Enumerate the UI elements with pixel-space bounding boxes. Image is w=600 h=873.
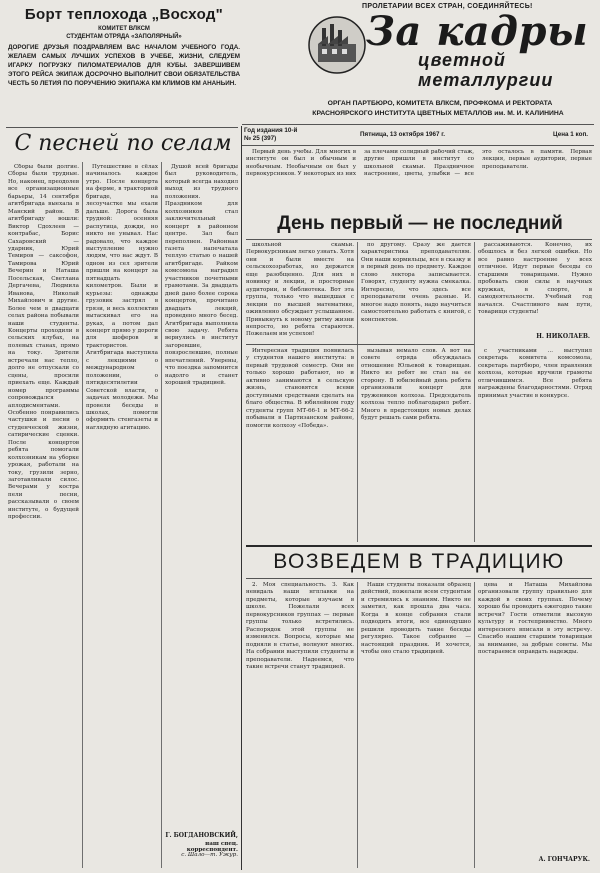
tradition-col2 — [361, 582, 471, 866]
firstday-vrule1 — [357, 242, 358, 542]
songs-signature-role: наш спец. корреспондент. — [186, 841, 238, 853]
issue-number: № 25 (397) — [244, 135, 277, 142]
songs-headline: С песней по селам — [14, 131, 232, 156]
songs-col2 — [86, 164, 158, 864]
songs-signature: Г. БОГДАНОВСКИЙ, — [165, 832, 238, 839]
tradition-col1-text: 2. Моя специальность. З. Как невидаль наши нгплавки на предметы, которые изучаем в школе. Пожелали всех первокурсников группах — первые группы только встретились. Распорядок этой группы не изменился. Вопросы, которые мы подняли в статье, волнуют многих. На собрании выступили студенты и преподаватели. Надеемся, что такие встречи станут традицией. — [246, 582, 354, 670]
firstday-bottom3-text: с участниками ... выступил секретарь комитета комсомола, секретарь партбюро, член правления колхоза, которые вручили грамоты отличившимся. Все ребята награждены благодарностями. Отряд принимал участие в конкурсе. — [478, 348, 592, 399]
masthead-title-line1: За кадры — [366, 8, 589, 55]
tradition-vrule2 — [474, 582, 475, 868]
tradition-vrule1 — [357, 582, 358, 868]
tradition-signature: А. ГОНЧАРУК. — [538, 856, 590, 863]
telegram-box — [8, 6, 240, 124]
issue-year: Год издания 10-й — [244, 127, 298, 134]
issue-date: Пятница, 13 октября 1967 г. — [360, 131, 445, 138]
masthead-slogan: ПРОЛЕТАРИИ ВСЕХ СТРАН, СОЕДИНЯЙТЕСЬ! — [362, 3, 533, 10]
firstday-col3 — [478, 242, 592, 330]
top-divider — [242, 124, 594, 125]
tradition-col3-text: цева и Наташа Михайлова организовали группу правильно для каждой в своих группах. Почему хорошо бы проводить ежегодно такие встречи? Гости отметили высокую культуру и гостеприимство. Много интересного вписали в эту встречу. Спасибо нашим старшим товарищам за внимание, за добрые советы. Мы постараемся оправдать надежды. — [478, 582, 592, 656]
masthead-title-line3: металлургии — [418, 70, 554, 90]
songs-col3 — [165, 164, 238, 809]
firstday-bottom2-text: вызывая немало слов. А вот на совете отряда обсуждалась отношение Юльевой к товарищам. Никто из ребят не стал на ее сторону. В юбилейный день ребята организовали концерт для тружеников колхоза. Председатель колхоза тепло поблагодарил ребят. Много в предстоящих новых делах будут решать сами ребята. — [361, 348, 471, 422]
telegram-from: СТУДЕНТАМ ОТРЯДА «ЗАПОЛЯРНЫЙ» — [66, 34, 182, 40]
firstday-intro — [246, 149, 592, 209]
issue-divider — [242, 145, 594, 146]
firstday-vrule2 — [474, 242, 475, 542]
masthead-title-line2: цветной — [418, 50, 506, 70]
issue-bar — [242, 126, 594, 144]
masthead-organ-line1: ОРГАН ПАРТБЮРО, КОМИТЕТА ВЛКСМ, ПРОФКОМА И РЕКТОРАТА — [327, 100, 553, 107]
songs-col1-text: Сборы были долгие. Сборы были трудные. Но, наконец, преодолев все организационные барьеры, 14 сентября агитбригада выехала в Манский район. В агитбригаду вошли: Виктор Сдохлеев — контрабас, Борис Сахаровский — ударник, Юрий Темиров — саксофон, Тамирова Юрий Вечерин и Наташа Посельская, Светлана Дергачева, Людмила Иванова, Николай Михайлович и другие. Более чем в двадцати селах района побывали наши студенты. Концерты проходили в сельских клубах, на полевых станах, прямо на току. Зрители встречали нас тепло, долго не отпускали со сцены, просили приехать еще. Каждый номер программы сопровождался аплодисментами. Особенно понравились частушки и песни о студенческой жизни, сатирические сценки. После концертов ребята помогали колхозникам на уборке урожая, работали на току, грузили зерно, заготавливали силос. Вечерами у костра пели песни, рассказывали о своем институте, о будущей профессии. — [8, 164, 79, 521]
firstday-bottom1 — [246, 348, 354, 540]
telegram-text: ДОРОГИЕ ДРУЗЬЯ ПОЗДРАВЛЯЕМ ВАС НАЧАЛОМ УЧЕБНОГО ГОДА. ЖЕЛАЕМ САМЫХ ЛУЧШИХ УСПЕХОВ В УЧЕБЕ, ЖИЗНИ, СЛЕДУЕМ ИГАРКУ ПОГРУЗКУ ПИЛОМАТЕРИАЛОВ ДЛЯ КУБЫ. ЗАВЕРШИВЕМ ЭТОГО РЕЙСА ЭКИПАЖ ДОСРОЧНО ВЫПОЛНИТ СВОИ ОБЯЗАТЕЛЬСТВА ЧЕСТЬ 50 ЛЕТИЯ ПО ПОРУЧЕНИЮ ЭКИПАЖА КМ КЛИМОВ КМ АНАНЬИН. — [8, 44, 240, 87]
firstday-intro-text: Первый день учебы. Для многих в институте он был и обычным и необычным. Необычным он был у первокурсников. У некоторых из них за плечами солидный рабочий стаж, другие пришли в институт со школьной скамьи. Праздничное настроение, цветы, улыбки — все это осталось в памяти. Первая лекция, первые аудитории, первые преподаватели. — [246, 149, 592, 178]
masthead — [242, 0, 594, 138]
songs-vrule2 — [161, 162, 162, 868]
firstday-signature: Н. НИКОЛАЕВ. — [536, 333, 590, 340]
firstday-col3-text: рассаживаются. Конечно, их обошлось и без легкой ошибки. Но все равно настроение у всех отличное. Идут первые беседы со старшими товарищами. Нужно пробовать свои силы в научных кружках, в спорте, в самодеятельности. Учебный год начался. Счастливого вам пути, товарищи студенты! — [478, 242, 592, 316]
telegram-to: КОМИТЕТ ВЛКСМ — [98, 26, 150, 32]
firstday-headline-rule — [246, 239, 592, 240]
firstday-bottom3 — [478, 348, 592, 540]
firstday-col2 — [361, 242, 471, 340]
firstday-headline: День первый — не последний — [277, 213, 563, 234]
left-divider-top — [6, 127, 238, 128]
firstday-mid-rule — [246, 344, 474, 345]
songs-col2-text: Путешествие в сёлах начиналось каждое утро. После концерта на ферме, в тракторной бригаде, на лесоучастке мы ехали дальше. Дорога была трудной: осенняя распутица, дожди, но никто не унывал. Нас радовало, что каждое выступление нужно людям, что нас ждут. В одном из сел зрители пришли на концерт за пятнадцать километров. Были и курьезы: однажды грузовик застрял в грязи, и весь коллектив вытаскивал его на руках, а потом дал концерт прямо у дороги для шоферов и трактористов. Агитбригада выступила с лекциями о международном положении, о пятидесятилетии Советской власти, о задачах молодежи. Мы провели беседы в школах, помогли оформить стенгазеты и наглядную агитацию. — [86, 164, 158, 431]
factory-emblem-icon — [306, 14, 368, 76]
tradition-col2-text: Наши студенты показали образец действий, пожелали всем студентам и стремились к знаниям. Никто не заметил, как прошла два часа. Когда в конце собрания стали подводить итоги, все единодушно решили проводить такие беседы регулярно. Такое собрание — настоящий праздник. И хочется, чтобы оно стало традицией. — [361, 582, 471, 656]
firstday-bottom2 — [361, 348, 471, 540]
songs-vrule1 — [82, 162, 83, 868]
tradition-col1 — [246, 582, 354, 866]
tradition-col3 — [478, 582, 592, 850]
firstday-col1 — [246, 242, 354, 340]
issue-price: Цена 1 коп. — [553, 131, 588, 138]
main-vrule — [241, 126, 242, 870]
songs-place: с. Шало—т. Ужур. — [181, 852, 238, 858]
firstday-bottom1-text: Интересная традиция появилась у студентов нашего института: в первый трудовой семестр. Они не только хорошо работают, но и активно занимаются в сельскую жизнь, становятся всеми доступными средствами сделать на благо общества. В юбилейном году студенты групп МТ-66-1 и МТ-66-2 побывали в Партизанском районе, помогли колхозу «Победа». — [246, 348, 354, 429]
telegram-title: Борт теплохода „Восход" — [24, 6, 224, 23]
songs-col3-text: Душой всей бригады был руководитель, который всегда находил выход из трудного положения. Праздником для колхозников стал заключительный концерт в районном центре. Зал был переполнен. Районная газета напечатала теплую статью о нашей агитбригаде. Райком комсомола наградил участников почетными грамотами. За двадцать дней дано более сорока концертов, прочитано двадцать лекций, проведено много бесед. Агитбригада выполнила свою задачу. Ребята вернулись в институт загоревшие, повзрослевшие, полные впечатлений. Уверены, что поездка запомнится надолго и станет хорошей традицией. — [165, 164, 238, 387]
tradition-top-rule — [246, 545, 592, 547]
masthead-organ-line2: КРАСНОЯРСКОГО ИНСТИТУТА ЦВЕТНЫХ МЕТАЛЛОВ им. М. И. КАЛИНИНА — [312, 110, 564, 117]
tradition-headline: ВОЗВЕДЕМ В ТРАДИЦИЮ — [273, 550, 565, 573]
songs-col1 — [8, 164, 79, 864]
tradition-headline-rule — [246, 578, 592, 579]
firstday-col1-text: школьной скамьи. Первокурсникам легко узнать. Хотя они и были вместе на сельскохозработах, но держатся еще разобщенно. Для них в новинку и лекции, и просторные аудитории, и библиотека. Вот эта группа, только что вышедшая с лекции по высшей математике, оживленно обсуждает услышанное. Привыкнуть к новому ритму жизни непросто, но ребята стараются. Пожелаем им успехов! — [246, 242, 354, 338]
firstday-col2-text: по другому. Сразу же дается характеристика преподавателям. Они наши кормильцы, все в сказку и в первый день по предмету. Каждое слово лектора записывается. Говорят, студенту нужна смекалка. Интересно, что здесь все преподаватели очень разные. И. многое надо понять, надо научиться самостоятельно работать с книгой, с конспектом. — [361, 242, 471, 323]
